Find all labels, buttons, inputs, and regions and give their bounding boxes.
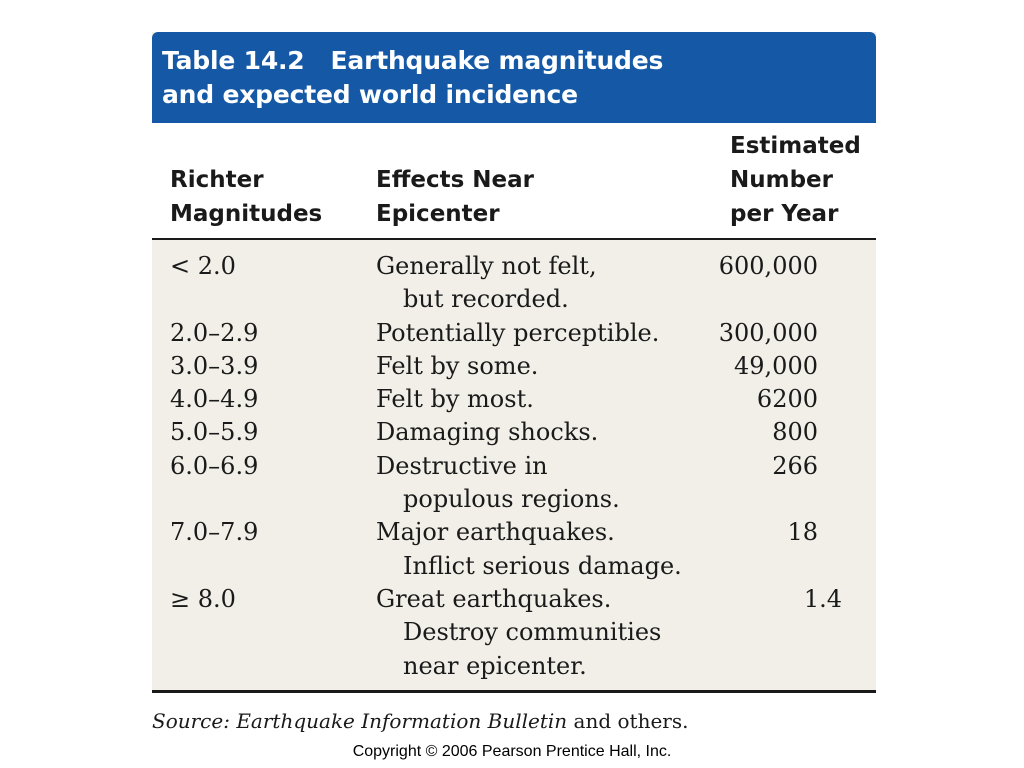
table-number: Table 14.2 (162, 46, 305, 75)
table-body (152, 250, 876, 683)
effects-line: Potentially perceptible. (376, 318, 660, 347)
magnitude-cell: 6.0–6.9 (170, 451, 259, 480)
table-title (162, 44, 663, 112)
magnitude-cell: < 2.0 (170, 252, 236, 280)
column-header-effects: Effects Near Epicenter (376, 167, 534, 227)
table-title-bar (152, 32, 876, 123)
count-cell: 600,000 (718, 252, 818, 280)
copyright-notice: Copyright © 2006 Pearson Prentice Hall, Inc. (352, 743, 672, 760)
count-cell: 266 (772, 451, 818, 480)
magnitude-cell: 4.0–4.9 (170, 385, 259, 414)
count-cell: 18 (787, 518, 818, 547)
magnitude-cell: 5.0–5.9 (170, 418, 259, 447)
source-note (152, 709, 688, 733)
effects-line: Destructive in (376, 451, 548, 480)
effects-line: Major earthquakes. (376, 518, 615, 547)
source-rest: and others. (573, 709, 689, 733)
effects-line: Destroy communities (403, 618, 662, 647)
table-row (152, 250, 876, 317)
table-row (152, 416, 876, 449)
column-header-magnitude: Richter Magnitudes (170, 167, 323, 227)
effects-cell (376, 383, 736, 416)
table-row (152, 516, 876, 583)
table-header (152, 123, 876, 240)
count-cell: 1.4 (803, 584, 842, 613)
table-row (152, 317, 876, 350)
effects-cell (376, 450, 736, 517)
effects-cell (376, 583, 736, 683)
effects-line: Damaging shocks. (376, 418, 599, 447)
table-title-line2: and expected world incidence (162, 80, 578, 109)
magnitude-cell: ≥ 8.0 (170, 584, 236, 613)
table-row (152, 450, 876, 517)
magnitude-cell: 3.0–3.9 (170, 351, 259, 380)
count-cell: 6200 (756, 385, 818, 414)
effects-line: populous regions. (403, 485, 620, 514)
table-row (152, 583, 876, 683)
effects-line: Inflict serious damage. (403, 551, 682, 580)
effects-cell (376, 350, 736, 383)
column-header-count: Estimated Number per Year (730, 133, 861, 227)
source-label: Source: (152, 709, 230, 733)
effects-line: Felt by most. (376, 385, 534, 414)
effects-line: Generally not felt, (376, 252, 597, 280)
earthquake-table (152, 32, 876, 693)
table-row (152, 350, 876, 383)
magnitude-cell: 7.0–7.9 (170, 518, 259, 547)
effects-cell (376, 250, 736, 317)
count-cell: 800 (772, 418, 818, 447)
table-row (152, 383, 876, 416)
effects-line: near epicenter. (403, 651, 587, 680)
count-cell: 49,000 (734, 351, 818, 380)
effects-line: but recorded. (403, 285, 569, 314)
source-publication: Earthquake Information Bulletin (236, 709, 568, 733)
effects-cell (376, 317, 736, 350)
magnitude-cell: 2.0–2.9 (170, 318, 259, 347)
table-title-line1: Earthquake magnitudes (330, 46, 664, 75)
effects-cell (376, 516, 736, 583)
effects-line: Great earthquakes. (376, 584, 612, 613)
count-cell: 300,000 (718, 318, 818, 347)
effects-line: Felt by some. (376, 351, 539, 380)
effects-cell (376, 416, 736, 449)
